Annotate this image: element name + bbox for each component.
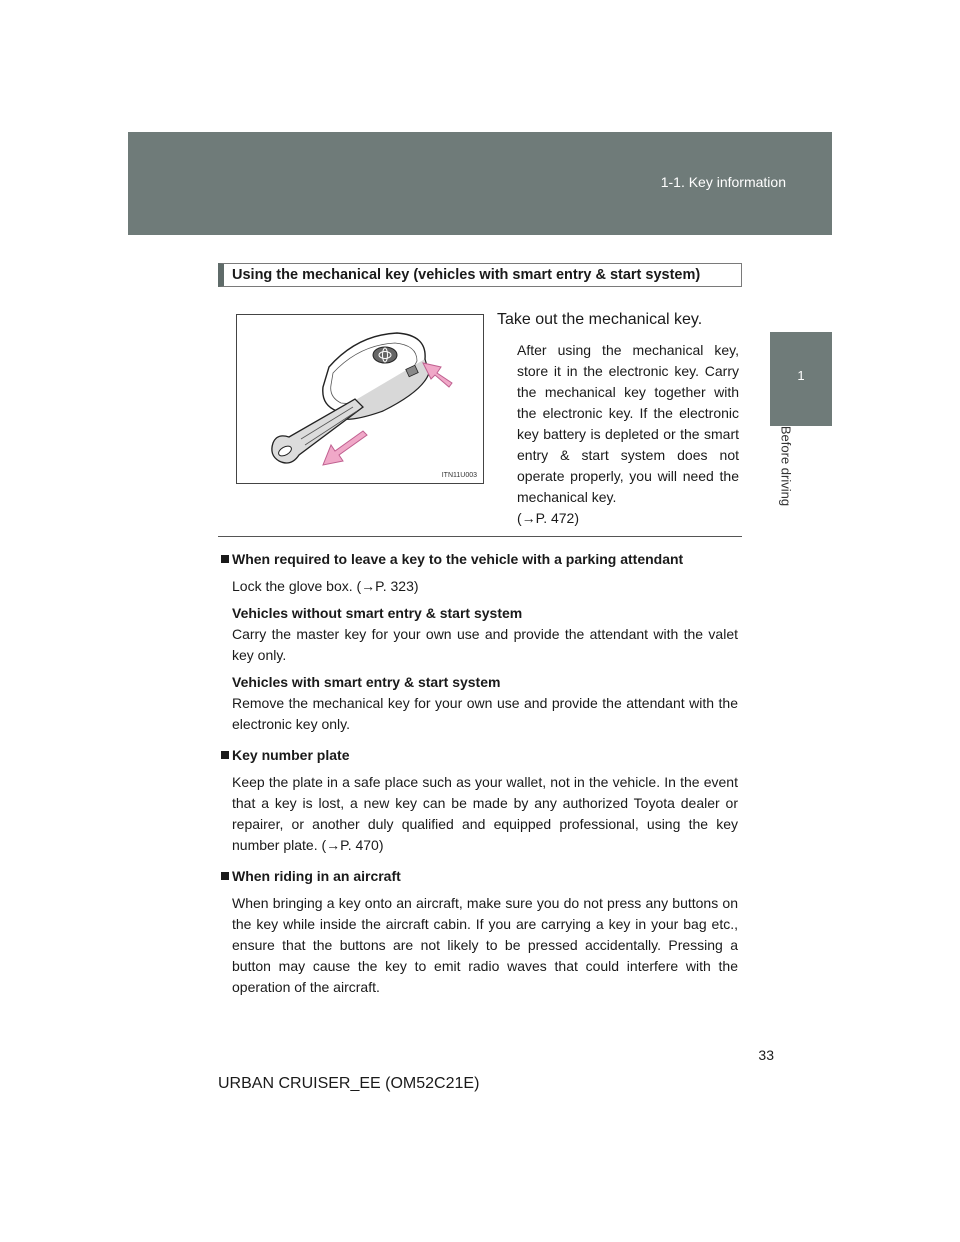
- square-bullet-icon: [221, 751, 229, 759]
- mechanical-key: [272, 399, 363, 463]
- figure-code: ITN11U003: [441, 472, 477, 479]
- section-divider: [218, 536, 742, 537]
- section-heading-text: Using the mechanical key (vehicles with smart entry & start system): [232, 267, 701, 283]
- manual-code: URBAN CRUISER_EE (OM52C21E): [218, 1075, 480, 1092]
- step-instruction: Take out the mechanical key.: [497, 311, 703, 328]
- note-body: When bringing a key onto an aircraft, make sure you do not press any buttons on the key while inside the aircraft cabin. If you are carrying a key in your bag etc., ensure that the buttons are not likely to be pressed accidentally. Pressing a button may cause the key to emit radio waves that could interfere with the operation of the aircraft.: [232, 895, 738, 995]
- chapter-label-text: Before driving: [778, 425, 794, 507]
- chapter-title: 1-1. Key information: [660, 174, 786, 190]
- header-band: [128, 132, 832, 235]
- step-note-ref: (→P. 472): [517, 510, 579, 526]
- toyota-logo-icon: [373, 347, 397, 363]
- sub-body: Remove the mechanical key for your own use and provide the attendant with the electronic key only.: [232, 695, 738, 732]
- note-key-number-plate: [218, 745, 738, 856]
- note-title: [218, 745, 738, 766]
- square-bullet-icon: [221, 555, 229, 563]
- page-number: 33: [758, 1047, 774, 1063]
- chapter-tab: [770, 332, 832, 426]
- chapter-label: [766, 425, 806, 507]
- sub-heading: Vehicles with smart entry & start system: [232, 674, 501, 690]
- square-bullet-icon: [221, 872, 229, 880]
- notes-section: [218, 549, 738, 1008]
- note-aircraft: [218, 866, 738, 998]
- note-title-text: Key number plate: [232, 747, 350, 763]
- note-title-text: When required to leave a key to the vehicle with a parking attendant: [232, 551, 684, 567]
- pull-arrow-icon: [323, 431, 367, 465]
- note-parking-attendant: [218, 549, 738, 735]
- note-title: [218, 549, 738, 570]
- sub-body: Carry the master key for your own use and provide the attendant with the valet key only.: [232, 626, 738, 663]
- step-note: [517, 340, 739, 529]
- note-body: Lock the glove box. (→P. 323): [232, 578, 419, 594]
- section-heading: [218, 263, 742, 287]
- chapter-number: 1: [797, 368, 805, 383]
- note-body: Keep the plate in a safe place such as your wallet, not in the vehicle. In the event that a key is lost, a new key can be made by any authorized Toyota dealer or repairer, or another duly qualified and equipped professional, using the key number plate. (→P. 470): [232, 774, 738, 853]
- note-title-text: When riding in an aircraft: [232, 868, 401, 884]
- key-illustration: [236, 314, 484, 484]
- key-fob: [323, 333, 429, 419]
- step-note-text: After using the mechanical key, store it in the electronic key. Carry the mechanical key together with the electronic key. If the electronic key battery is depleted or the smart entry & start system does not operate properly, you will need the mechanical key.: [517, 342, 739, 505]
- sub-heading: Vehicles without smart entry & start system: [232, 605, 523, 621]
- note-title: [218, 866, 738, 887]
- electronic-key-illustration: [237, 315, 483, 483]
